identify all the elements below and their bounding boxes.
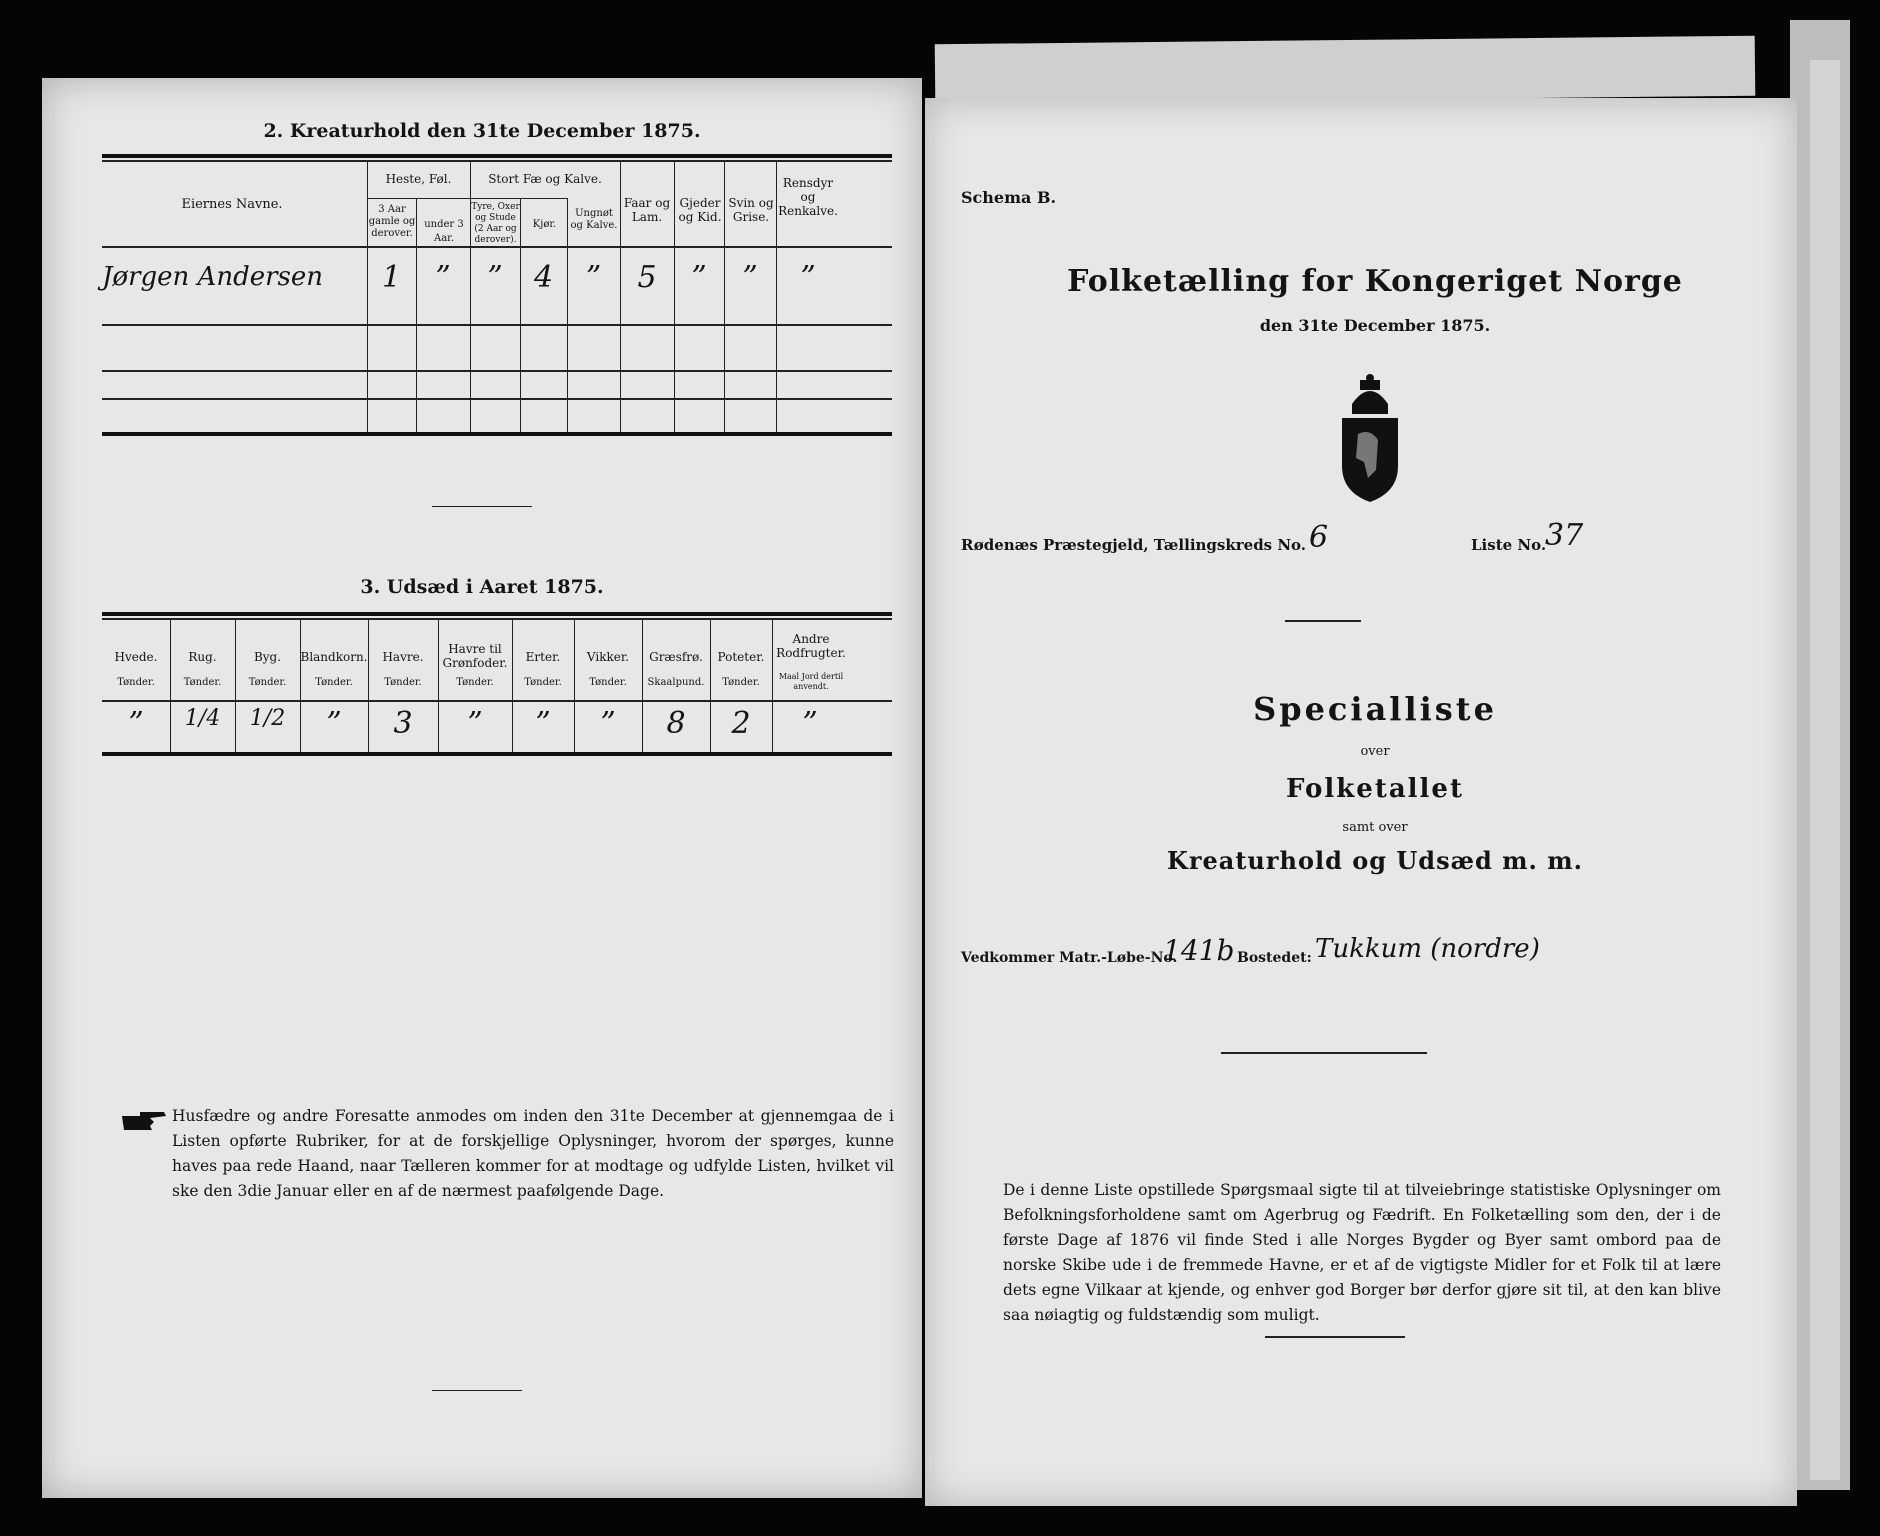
value-gjeder: ” [691,260,707,295]
table-rule [102,160,892,162]
crop-header-erter: Erter. [525,650,561,664]
table-rule [102,398,892,400]
heste-header: Heste, Føl. [385,172,452,186]
kreaturhold-title: Kreaturhold og Udsæd m. m. [1167,846,1583,875]
table-rule [367,198,567,199]
table-rule [102,612,892,616]
liste-label: Liste No. [1471,536,1547,554]
matr-label: Vedkommer Matr.-Løbe-No. [961,950,1178,966]
crop-value-gronfoder: ” [467,706,483,741]
rensdyr-header: Rensdyr og Renkalve. [778,176,838,218]
crop-unit: Tønder. [315,677,353,688]
divider [1221,1052,1427,1054]
crop-value-rug: 1/4 [184,706,221,731]
crop-header-hvede: Hvede. [114,650,158,664]
table-rule [102,752,892,756]
crop-header-rodfrugter: Andre Rodfrugter. [776,632,846,660]
specialliste-title: Specialliste [1253,690,1497,728]
matr-number: 141b [1163,934,1235,967]
table-col-line [567,198,568,432]
stort-sub-2: Kjør. [532,219,557,230]
crop-header-graesfro: Græsfrø. [649,650,703,664]
crop-value-blandkorn: ” [326,706,342,741]
crop-header-blandkorn: Blandkorn. [300,650,368,664]
value-heste-young: ” [435,260,451,295]
pointing-hand-icon [120,1108,168,1134]
gjeder-header: Gjeder og Kid. [678,196,722,224]
svin-header: Svin og Grise. [728,196,774,224]
page-stack-edge [1810,60,1840,1480]
crop-unit: Tønder. [384,677,422,688]
prestegjeld-label: Rødenæs Præstegjeld, Tællingskreds No. [961,536,1307,554]
folketallet-title: Folketallet [1286,774,1464,804]
table-col-line [416,198,417,432]
crop-unit: Tønder. [248,677,287,688]
crop-value-havre: 3 [393,706,413,741]
table-col-line [620,160,621,432]
table-col-line [367,160,368,432]
divider [1265,1336,1405,1338]
crop-unit: Maal Jord dertil anvendt. [778,672,844,691]
table-rule [102,618,892,620]
crop-header-poteter: Poteter. [717,650,765,664]
section2-title: 2. Kreaturhold den 31te December 1875. [263,120,701,142]
right-page [925,98,1797,1506]
value-svin: ” [742,260,758,295]
coat-of-arms-icon [1338,374,1402,504]
table-col-line [674,160,675,432]
crop-unit: Tønder. [456,677,494,688]
over-text: over [1360,744,1390,759]
owner-header: Eiernes Navne. [181,197,283,212]
section3-title: 3. Udsæd i Aaret 1875. [360,576,604,598]
crop-value-graesfro: 8 [666,706,686,741]
kreds-number: 6 [1309,520,1329,555]
crop-value-byg: 1/2 [249,706,286,731]
crop-header-rug: Rug. [188,650,217,664]
schema-label: Schema B. [961,188,1057,207]
subtitle: den 31te December 1875. [1259,316,1491,335]
value-kjor: 4 [533,260,554,295]
stort-sub-3: Ungnøt og Kalve. [570,208,618,231]
table-rule [102,154,892,158]
crop-unit: Tønder. [722,677,760,688]
table-col-line [520,198,521,432]
table-rule [102,246,892,248]
table-col-line [470,160,471,432]
heste-sub-1: 3 Aar gamle og derover. [368,204,416,239]
bostedet-label: Bostedet: [1237,950,1312,966]
table-rule [102,432,892,436]
divider [1285,620,1361,622]
crop-value-vikker: ” [600,706,616,741]
value-heste-old: 1 [381,260,402,295]
page-stack-edge [935,36,1756,105]
liste-number: 37 [1545,518,1584,553]
table-rule [102,700,892,702]
divider [432,506,532,507]
crop-header-vikker: Vikker. [586,650,630,664]
table-rule [102,324,892,326]
notice-text: Husfædre og andre Foresatte anmodes om inden den 31te December at gjennemgaa de i Listen opførte Rubriker, for at de forskjellige Oplysninger, hvorom der spørges, kunne haves paa rede Haand, naar Tælleren kommer for at modtage og udfylde Listen, hvilket vil ske den 3die Januar eller en af de nærmest paafølgende Dage. [172,1107,894,1200]
stort-header: Stort Fæ og Kalve. [488,172,602,186]
crop-unit: Tønder. [183,677,222,688]
main-title: Folketælling for Kongeriget Norge [1067,264,1683,299]
crop-value-poteter: 2 [731,706,751,741]
crop-header-byg: Byg. [253,650,282,664]
stort-sub-1: Tyre, Oxer og Stude (2 Aar og derover). [471,202,520,245]
crop-header-gronfoder: Havre til Grønfoder. [442,642,508,670]
heste-sub-2: under 3 Aar. [424,219,464,244]
value-ungnot: ” [585,260,602,295]
crop-value-erter: ” [535,706,551,741]
value-faar: 5 [637,260,657,295]
value-rensdyr: ” [800,260,816,295]
faar-header: Faar og Lam. [623,196,671,224]
divider [432,1390,522,1391]
owner-name: Jørgen Andersen [102,262,323,292]
left-page [42,78,922,1498]
bostedet-value: Tukkum (nordre) [1315,934,1540,964]
crop-unit: Skaalpund. [647,677,705,688]
value-tyre: ” [487,260,503,295]
table-rule [102,370,892,372]
table-col-line [724,160,725,432]
info-paragraph: De i denne Liste opstillede Spørgsmaal sigte til at tilveiebringe statistiske Oplysninger om Befolkningsforholdene samt om Agerbrug og Fædrift. En Folketælling som den, der i de første Dage af 1876 vil finde Sted i alle Norges Bygder og Byer samt ombord paa de norske Skibe ude i de fremmede Havne, er et af de vigtigste Midler for et Folk til at lære dets egne Vilkaar at kjende, og enhver god Borger bør derfor gjøre sit til, at den kan blive saa nøiagtig og fuldstændig som muligt. [1003,1181,1721,1324]
crop-unit: Tønder. [117,677,155,688]
crop-header-havre: Havre. [382,650,424,664]
crop-unit: Tønder. [589,677,627,688]
samt-over-text: samt over [1342,820,1408,835]
crop-value-hvede: ” [128,706,144,741]
table-col-line [776,160,777,432]
crop-value-rodfrugter: ” [802,706,818,741]
crop-unit: Tønder. [524,677,562,688]
